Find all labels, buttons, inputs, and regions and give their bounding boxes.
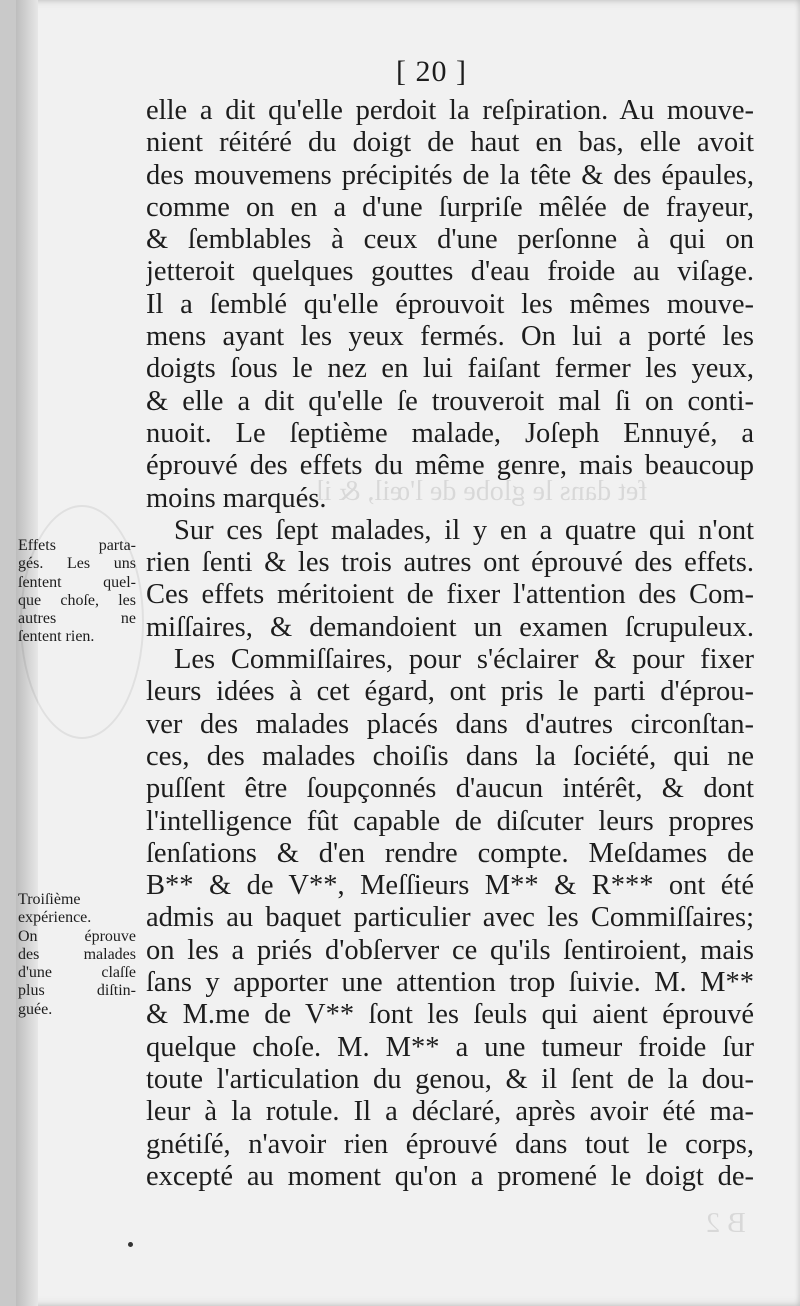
text-line: gnétiſé, n'avoir rien éprouvé dans tout le corps, [146, 1128, 754, 1160]
text-line: ver des malades placés dans d'autres circonſtan- [146, 708, 754, 740]
text-line: nient réitéré du doigt de haut en bas, elle avoit [146, 127, 754, 159]
text-line: éprouvé des effets du même genre, mais beaucoup [146, 450, 754, 482]
text-line: leur à la rotule. Il a déclaré, après avoir été ma- [146, 1096, 754, 1128]
text-line: Les Commiſſaires, pour s'éclairer & pour fixer [174, 644, 754, 676]
text-line: admis au baquet particulier avec les Commiſſaires; [146, 902, 754, 934]
margin-note-shared-effects [18, 537, 136, 647]
margin-note-line: plus diſtin- [18, 982, 136, 1000]
text-line: ſenſations & d'en rendre compte. Meſdames de [146, 837, 754, 869]
text-line: toute l'articulation du genou, & il ſent de la dou- [146, 1063, 754, 1095]
text-line: leurs idées à cet égard, ont pris le parti d'éprou- [146, 676, 754, 708]
page-number: [ 20 ] [396, 55, 467, 88]
margin-note-line: des malades [18, 945, 136, 963]
text-line: B** & de V**, Meſſieurs M** & R*** ont été [146, 870, 754, 902]
text-line: doigts ſous le nez en lui faiſant fermer les yeux, [146, 353, 754, 385]
text-line: quelque choſe. M. M** a une tumeur froide ſur [146, 1031, 754, 1063]
text-line: Sur ces ſept malades, il y en a quatre qui n'ont [174, 514, 754, 546]
text-line: rien ſenti & les trois autres ont éprouvé des effets. [146, 547, 754, 579]
margin-note-line: Troiſième [18, 891, 81, 908]
margin-note-line: ſentent rien. [18, 628, 95, 646]
margin-note-line: Effets parta- [18, 537, 136, 554]
text-line: l'intelligence fût capable de diſcuter leurs propres [146, 805, 754, 837]
text-line: miſſaires, & demandoient un examen ſcrupuleux. [146, 611, 754, 643]
margin-note-line: autres ne [18, 610, 136, 628]
text-line: moins marqués. [146, 482, 327, 514]
text-line: ces, des malades choiſis dans la ſociété, qui ne [146, 740, 754, 772]
margin-note-line: que choſe, les [18, 591, 136, 609]
bleed-through-text: fet dans le globe de l'œil, & il [316, 476, 648, 507]
text-line: jetteroit quelques gouttes d'eau froide au viſage. [146, 256, 754, 288]
text-line: Il a ſemblé qu'elle éprouvoit les mêmes mouve- [146, 288, 754, 320]
margin-note-line: guée. [18, 1000, 53, 1018]
margin-note-line: On éprouve [18, 927, 136, 945]
text-line: comme on en a d'une ſurpriſe mêlée de frayeur, [146, 191, 754, 223]
text-line: & M.me de V** ſont les ſeuls qui aient éprouvé [146, 999, 754, 1031]
margin-note-line: gés. Les uns [18, 555, 136, 573]
document-page [16, 0, 800, 1306]
text-line: excepté au moment qu'on a promené le doigt de- [146, 1160, 754, 1192]
text-line: on les a priés d'obſerver ce qu'ils ſentiroient, mais [146, 934, 754, 966]
text-line: elle a dit qu'elle perdoit la reſpiration. Au mouve- [146, 95, 754, 126]
margin-note-line: expérience. [18, 909, 92, 927]
ink-speck [128, 1242, 133, 1247]
text-line: & ſemblables à ceux d'une perſonne à qui on [146, 224, 754, 256]
text-line: & elle a dit qu'elle ſe trouveroit mal ſi on conti- [146, 385, 754, 417]
body-text [146, 95, 754, 1193]
margin-note-line: ſentent quel- [18, 573, 136, 591]
text-line: mens ayant les yeux fermés. On lui a porté les [146, 321, 754, 353]
margin-note-third-experiment [18, 891, 136, 1019]
text-line: ſans y apporter une attention trop ſuivie. M. M** [146, 967, 754, 999]
text-line: Ces effets méritoient de fixer l'attention des Com- [146, 579, 754, 611]
text-line: nuoit. Le ſeptième malade, Joſeph Ennuyé, a [146, 417, 754, 449]
bleed-through-signature: B 2 [706, 1208, 746, 1239]
text-line: des mouvemens précipités de la tête & des épaules, [146, 159, 754, 191]
margin-note-line: d'une claſſe [18, 964, 136, 982]
text-line: puſſent être ſoupçonnés d'aucun intérêt, & dont [146, 773, 754, 805]
